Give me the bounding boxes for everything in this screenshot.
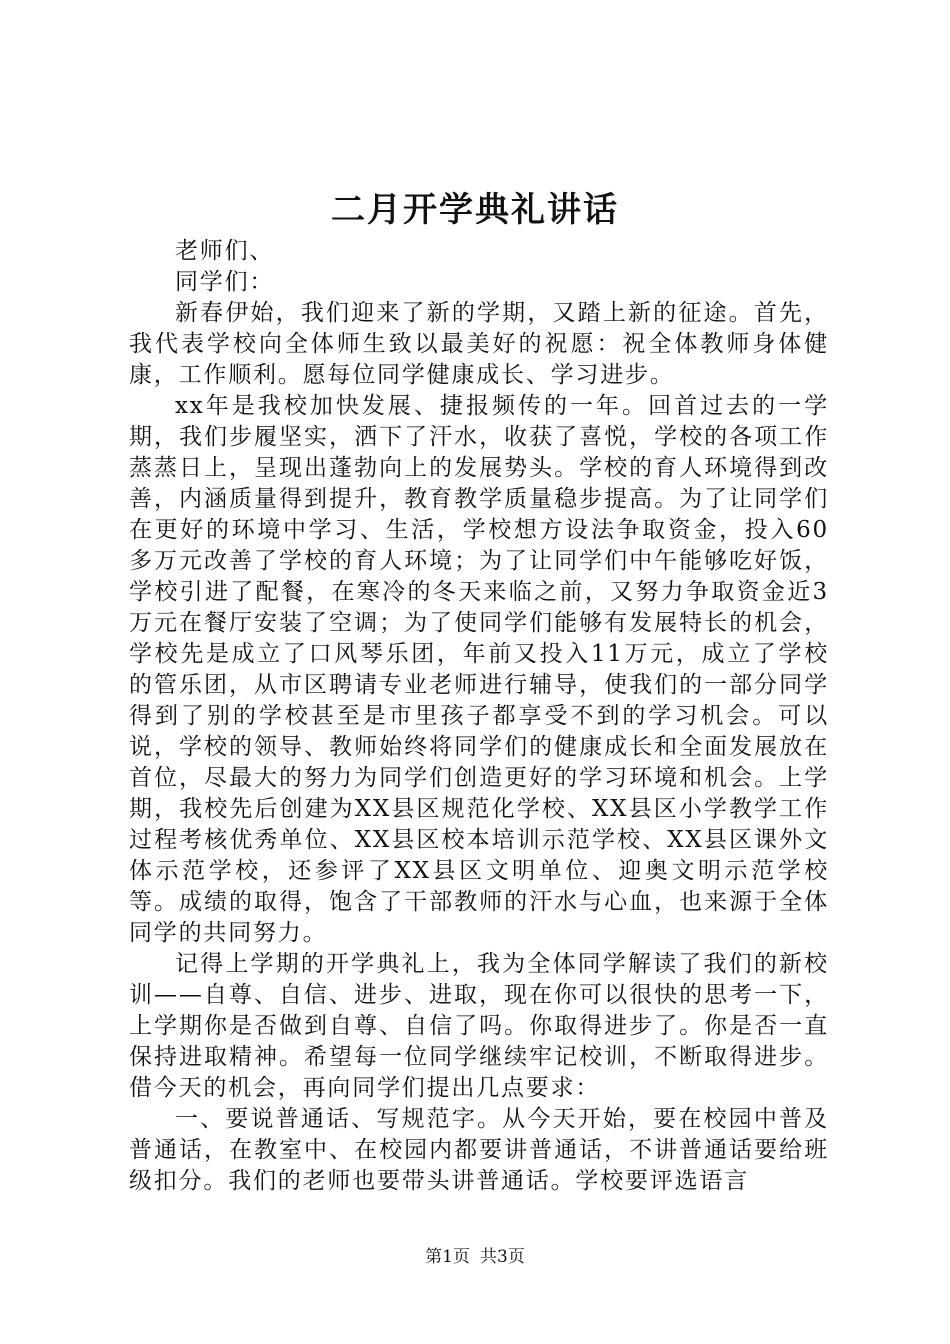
page-footer [0, 1245, 950, 1269]
paragraph: 新春伊始，我们迎来了新的学期，又踏上新的征途。首先，我代表学校向全体师生致以最美好的祝愿：祝全体教师身体健康，工作顺利。愿每位同学健康成长、学习进步。 [129, 300, 829, 388]
document-title: 二月开学典礼讲话 [331, 190, 619, 230]
page-number-total: 共3页 [480, 1247, 525, 1267]
salutation-teachers: 老师们、 [175, 238, 275, 264]
paragraph: 一、要说普通话、写规范字。从今天开始，要在校园中普及普通话，在教室中、在校园内都要讲普通话，不讲普通话要给班级扣分。我们的老师也要带头讲普通话。学校要评选语言 [129, 1106, 829, 1194]
paragraph: xx年是我校加快发展、捷报频传的一年。回首过去的一学期，我们步履坚实，洒下了汗水，收获了喜悦，学校的各项工作蒸蒸日上，呈现出蓬勃向上的发展势头。学校的育人环境得到改善，内涵质量得到提升，教育教学质量稳步提高。为了让同学们在更好的环境中学习、生活，学校想方设法争取资金，投入60多万元改善了学校的育人环境；为了让同学们中午能够吃好饭，学校引进了配餐，在寒冷的冬天来临之前，又努力争取资金近3万元在餐厅安装了空调；为了使同学们能够有发展特长的机会，学校先是成立了口风琴乐团，年前又投入11万元，成立了学校的管乐团，从市区聘请专业老师进行辅导，使我们的一部分同学得到了别的学校甚至是市里孩子都享受不到的学习机会。可以说，学校的领导、教师始终将同学们的健康成长和全面发展放在首位，尽最大的努力为同学们创造更好的学习环境和机会。上学期，我校先后创建为XX县区规范化学校、XX县区小学教学工作过程考核优秀单位、XX县区校本培训示范学校、XX县区课外文体示范学校，还参评了XX县区文明单位、迎奥文明示范学校等。成绩的取得，饱含了干部教师的汗水与心血，也来源于全体同学的共同努力。 [129, 393, 829, 946]
page-number-current: 第1页 [425, 1247, 470, 1267]
document-body [129, 236, 829, 1197]
paragraph: 记得上学期的开学典礼上，我为全体同学解读了我们的新校训——自尊、自信、进步、进取，现在你可以很快的思考一下，上学期你是否做到自尊、自信了吗。你取得进步了。你是否一直保持进取精神。希望每一位同学继续牢记校训，不断取得进步。借今天的机会，再向同学们提出几点要求： [129, 951, 829, 1101]
salutation-students: 同学们： [175, 269, 275, 295]
